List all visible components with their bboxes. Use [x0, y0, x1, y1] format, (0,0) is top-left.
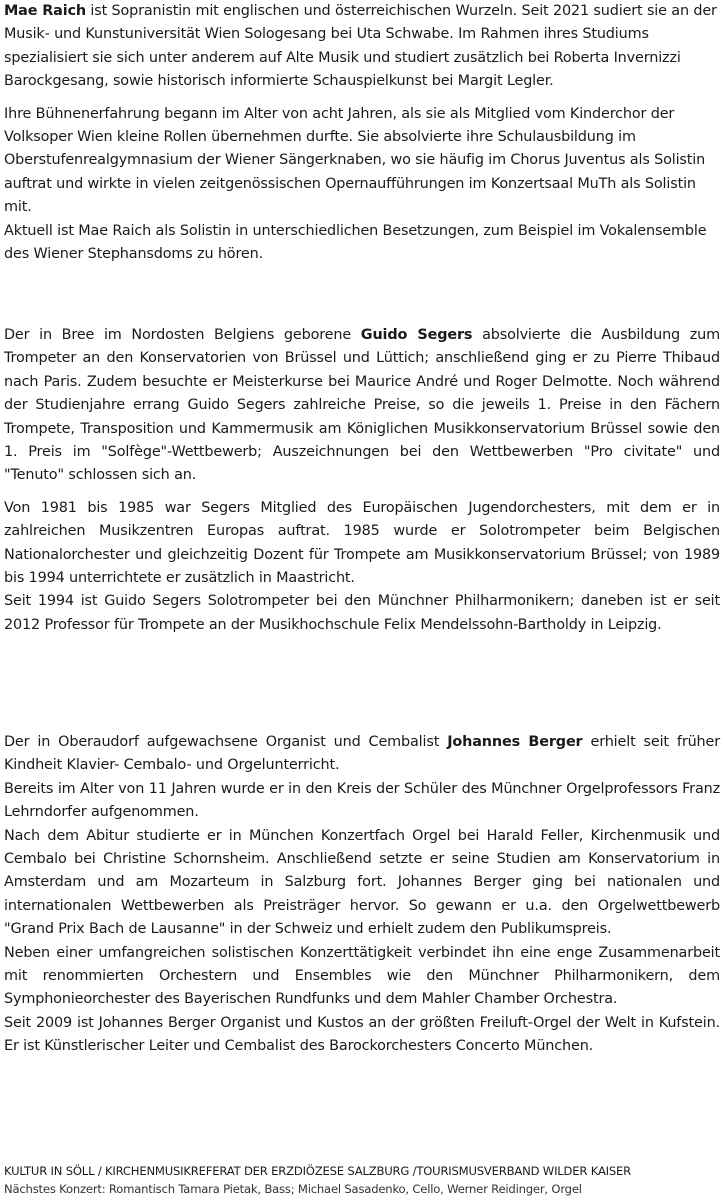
- bio-paragraph: Aktuell ist Mae Raich als Solistin in unterschiedlichen Besetzungen, zum Beispiel im Vokalensemble des Wiener Stephansdoms zu hören.: [4, 222, 707, 263]
- bio-text: erhielt seit früher Kindheit Klavier- Cembalo- und Orgelunterricht.: [4, 734, 720, 774]
- bio-paragraph: Nach dem Abitur studierte er in München Konzertfach Orgel bei Harald Feller, Kirchenmusik und Cembalo bei Christine Schornsheim. Anschließend setzte er seine Studien am Konservatorium in Amsterdam und am Mozarteum in Salzburg fort. Johannes Berger ging bei nationalen und internationalen Wettbewerben als Preisträger hervor. So gewann er u.a. den Orgelwettbewerb "Grand Prix Bach de Lausanne" in der Schweiz und erhielt zudem den Publikumspreis.: [4, 827, 720, 938]
- footer-next-concert: Nächstes Konzert: Romantisch Tamara Pietak, Bass; Michael Sasadenko, Cello, Werner Reidinger, Orgel: [4, 1182, 582, 1196]
- bio-paragraph: [4, 731, 720, 778]
- bio-paragraph: Neben einer umfangreichen solistischen Konzerttätigkeit verbindet ihn eine enge Zusammenarbeit mit renommierten Orchestern und Ensembles wie den Münchner Philharmonikern, dem Symphonieorchester des Bayerischen Rundfunks und dem Mahler Chamber Orchestra.: [4, 944, 720, 1008]
- footer: [4, 1163, 724, 1196]
- bio-text: ist Sopranistin mit englischen und österreichischen Wurzeln. Seit 2021 sudiert sie an der Musik- und Kunstuniversität Wien Sologesang bei Uta Schwabe. Im Rahmen ihres Studiums spezialisiert sie sich unter anderem auf Alte Musik und studiert zusätzlich bei Roberta Invernizzi Barockgesang, sowie historisch informierte Schauspielkunst bei Margit Legler.: [4, 3, 717, 90]
- bio-paragraph: Ihre Bühnenerfahrung begann im Alter von acht Jahren, als sie als Mitglied vom Kinderchor der Volksoper Wien kleine Rollen übernehmen durfte. Sie absolvierte ihre Schulausbildung im Oberstufenrealgymnasium der Wiener Sängerknaben, wo sie häufig im Chorus Juventus als Solistin auftrat und wirkte in vielen zeitgenössischen Opernaufführungen im Konzertsaal MuTh als Solistin mit.: [4, 105, 706, 216]
- bio-johannes-berger: [4, 731, 720, 1059]
- bio-text: Der in Bree im Nordosten Belgiens geborene: [4, 327, 361, 343]
- bio-text: absolvierte die Ausbildung zum Trompeter an den Konservatorien von Brüssel und Lüttich; anschließend ging er zu Pierre Thibaud nach Paris. Zudem besuchte er Meisterkurse bei Maurice André und Roger Delmotte. Noch während der Studienjahre errang Guido Segers zahlreiche Preise, so die jeweils 1. Preise in den Fächern Trompete, Transposition und Kammermusik am Königlichen Musikkonservatorium Brüssel sowie den 1. Preis im "Solfège"-Wettbewerb; Auszeichnungen bei den Wettbewerben "Pro civitate" und "Tenuto" schlossen sich an.: [4, 327, 720, 484]
- bio-paragraph: Seit 1994 ist Guido Segers Solotrompeter bei den Münchner Philharmonikern; daneben ist er seit 2012 Professor für Trompete an der Musikhochschule Felix Mendelssohn-Bartholdy in Leipzig.: [4, 593, 720, 633]
- footer-organizers: KULTUR IN SÖLL / KIRCHENMUSIKREFERAT DER ERZDIÖZESE SALZBURG /TOURISMUSVERBAND WILDER KAISER: [4, 1164, 632, 1178]
- bio-guido-segers: [4, 324, 720, 637]
- artist-name: Guido Segers: [360, 327, 473, 343]
- bio-paragraph: [4, 0, 720, 94]
- artist-name: Mae Raich: [4, 3, 86, 19]
- bio-text: Der in Oberaudorf aufgewachsene Organist und Cembalist: [4, 734, 448, 750]
- bio-paragraph: Bereits im Alter von 11 Jahren wurde er in den Kreis der Schüler des Münchner Orgelprofessors Franz Lehrndorfer aufgenommen.: [4, 780, 720, 821]
- bio-mae-raich: [4, 0, 720, 266]
- bio-paragraph: [4, 324, 720, 488]
- bio-paragraph: Seit 2009 ist Johannes Berger Organist und Kustos an der größten Freiluft-Orgel der Welt in Kufstein. Er ist Künstlerischer Leiter und Cembalist des Barockorchesters Concerto München.: [4, 1014, 720, 1055]
- artist-name: Johannes Berger: [447, 734, 583, 750]
- bio-paragraph: Von 1981 bis 1985 war Segers Mitglied des Europäischen Jugendorchesters, mit dem er in zahlreichen Musikzentren Europas auftrat. 1985 wurde er Solotrompeter beim Belgischen Nationalorchester und gleichzeitig Dozent für Trompete am Musikkonservatorium Brüssel; von 1989 bis 1994 unterrichtete er zusätzlich in Maastricht.: [4, 499, 720, 587]
